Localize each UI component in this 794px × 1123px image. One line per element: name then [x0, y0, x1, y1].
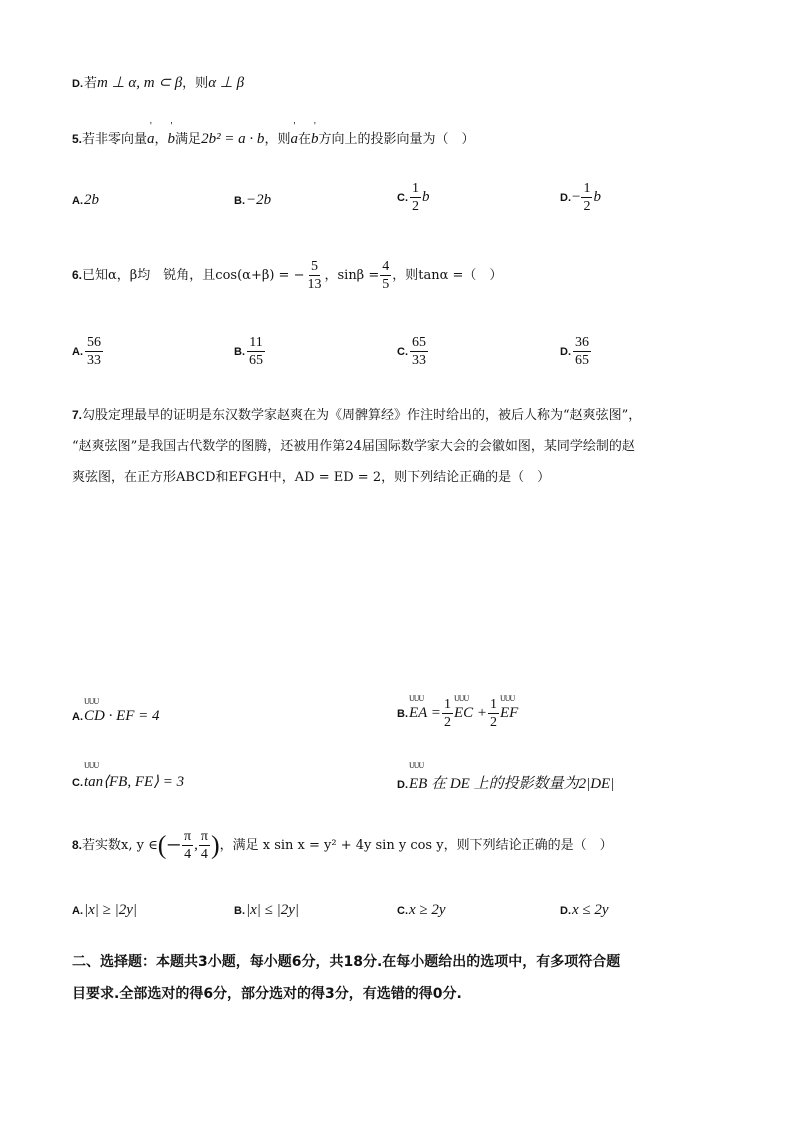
fraction-num: 1: [583, 181, 591, 196]
option-label: A.: [72, 346, 83, 358]
option-label: B.: [234, 195, 245, 207]
q4-d-expr: m ⊥ α, m ⊂ β: [97, 75, 183, 91]
fraction: [442, 696, 453, 731]
q6-text-c: ，则tanα =（ ）: [392, 268, 503, 283]
fraction-num: 56: [87, 335, 101, 350]
option-label: C.: [397, 192, 408, 204]
fraction: [305, 258, 323, 293]
fraction-den: 4: [184, 847, 192, 862]
vector-b-2: ' b: [311, 131, 319, 148]
q7-text-2: “赵爽弦图”是我国古代数学的图腾，还被用作第24届国际数学家大会的会徽如图，某同学绘制的赵: [72, 439, 635, 454]
q7-option-b[interactable]: [397, 696, 518, 731]
q5-text-a: 若非零向量: [82, 132, 148, 147]
option-text: |x| ≥ |2y|: [84, 902, 138, 918]
option-text: −2b: [246, 192, 272, 208]
fraction-num: 4: [382, 259, 390, 274]
fraction-den: 2: [583, 199, 591, 214]
q6-text-a: 已知α，β均 锐角，且cos(α+β) = −: [82, 268, 305, 283]
fraction-den: 13: [307, 277, 322, 292]
option-label: C.: [72, 777, 83, 789]
fraction-den: 4: [200, 847, 208, 862]
q8-text-b: ，满足 x sin x = y² + 4y sin y cos y，则下列结论正确的是（ ）: [219, 838, 613, 853]
fraction: [581, 180, 592, 215]
option-sign: −: [572, 189, 581, 205]
section-2-heading: [72, 948, 732, 1008]
fraction-num: 11: [249, 335, 263, 350]
q5-text-d: 在: [297, 132, 311, 147]
fraction: [182, 828, 193, 863]
fraction-den: 33: [412, 353, 426, 368]
fraction-num: π: [200, 829, 208, 844]
q5-condition: 2b² = a · b: [201, 131, 265, 147]
fraction-den: 65: [575, 353, 589, 368]
fraction-den: 5: [382, 277, 390, 292]
option-text: UUU tan⟨FB, FE⟩ = 3: [84, 772, 184, 791]
fraction: [410, 180, 421, 215]
q6-text-b: ，sinβ =: [324, 268, 380, 283]
option-label: B.: [234, 346, 245, 358]
section-2-line-1: 二、选择题：本题共3小题，每小题6分，共18分.在每小题给出的选项中，有多项符合题: [72, 954, 621, 970]
fraction-num: 5: [310, 259, 318, 274]
option-label: B.: [234, 905, 245, 917]
q5-option-a[interactable]: [72, 192, 99, 209]
fraction-den: 2: [412, 199, 419, 214]
q8-option-b[interactable]: [234, 902, 299, 919]
question-number: 7.: [72, 408, 83, 422]
q4-d-pre: 若: [84, 76, 98, 91]
fraction: [380, 258, 391, 293]
vector-a: ' a: [147, 131, 155, 148]
q5-text-b: 满足: [175, 132, 202, 147]
q8-option-a[interactable]: [72, 902, 137, 919]
q5-option-b[interactable]: [234, 192, 271, 209]
fraction: [410, 334, 428, 369]
q7-option-d[interactable]: [397, 772, 614, 793]
option-text-end: UUU EF: [500, 705, 518, 722]
option-text-mid: UUU EC +: [454, 705, 487, 722]
vector-a-2: ' a: [290, 131, 298, 148]
interval-close: ): [210, 830, 220, 860]
q6-stem: [72, 258, 502, 293]
fraction-den: 2: [443, 715, 451, 730]
q8-stem: [72, 828, 613, 863]
option-label: C.: [397, 346, 408, 358]
q5-stem: 5.若非零向量' a，' b满足2b² = a · b，则' a在' b方向上的投影向量为（ ）: [72, 128, 474, 148]
option-text: UUU CD · EF = 4: [84, 708, 160, 725]
q7-option-c[interactable]: [72, 772, 184, 791]
fraction: [199, 828, 210, 863]
q7-text-3: 爽弦图，在正方形ABCD和EFGH中，AD = ED = 2，则下列结论正确的是（ ）: [72, 470, 551, 485]
fraction-num: π: [184, 829, 192, 844]
interval-sep: ,: [194, 837, 198, 853]
fraction-den: 2: [489, 715, 497, 730]
fraction: [247, 334, 265, 369]
q7-stem-line-2: [72, 435, 635, 454]
option-label: A.: [72, 195, 83, 207]
q5-text-c: ，则: [264, 132, 291, 147]
fraction-num: 65: [412, 335, 426, 350]
vector-b: ' b: [168, 131, 176, 148]
option-text: 2b: [84, 192, 99, 208]
fraction-num: 1: [489, 697, 497, 712]
question-number: 6.: [72, 268, 83, 282]
option-text: b: [593, 189, 601, 205]
q8-option-c[interactable]: [397, 902, 446, 919]
q8-option-d[interactable]: [560, 902, 609, 919]
option-label: D.: [72, 78, 83, 90]
option-label: D.: [397, 779, 408, 791]
q7-stem-line-3: [72, 466, 550, 485]
option-text: x ≥ 2y: [409, 902, 446, 918]
fraction: [488, 696, 499, 731]
q5-option-d[interactable]: [560, 180, 601, 215]
option-label: A.: [72, 711, 83, 723]
option-text: UUU EB 在 DE 上的投影数量为2|DE|: [409, 772, 614, 793]
option-text: UUU EA =: [409, 705, 441, 722]
fraction-num: 1: [443, 697, 451, 712]
option-label: C.: [397, 905, 408, 917]
option-text: |x| ≤ |2y|: [246, 902, 300, 918]
fraction-den: 33: [87, 353, 101, 368]
q4-option-d: [72, 72, 244, 92]
interval-open: (−: [157, 830, 182, 860]
q7-option-a[interactable]: [72, 708, 160, 725]
option-text: x ≤ 2y: [572, 902, 609, 918]
q7-stem-line-1: [72, 404, 641, 423]
question-number: 5.: [72, 132, 83, 146]
q7-text-1: 勾股定理最早的证明是东汉数学家赵爽在为《周髀算经》作注时给出的，被后人称为“赵爽弦图”，: [82, 408, 642, 423]
q6-option-a[interactable]: [72, 334, 104, 369]
q5-text-e: 方向上的投影向量为（ ）: [318, 132, 475, 147]
fraction-den: 65: [249, 353, 263, 368]
fraction-num: 1: [412, 181, 419, 196]
section-2-line-2: 目要求.全部选对的得6分，部分选对的得3分，有选错的得0分.: [72, 986, 462, 1002]
option-label: B.: [397, 708, 408, 720]
fraction: [573, 334, 591, 369]
q6-option-c[interactable]: [397, 334, 429, 369]
option-label: D.: [560, 192, 571, 204]
option-label: D.: [560, 905, 571, 917]
q6-option-b[interactable]: [234, 334, 266, 369]
q8-text-a: 若实数x, y ∈: [82, 838, 158, 853]
q4-d-mid: ，则: [182, 76, 209, 91]
q4-d-concl: α ⊥ β: [208, 75, 245, 91]
option-label: D.: [560, 346, 571, 358]
option-text: b: [422, 189, 430, 205]
q6-option-d[interactable]: [560, 334, 592, 369]
fraction: [85, 334, 103, 369]
option-label: A.: [72, 905, 83, 917]
question-number: 8.: [72, 838, 83, 852]
fraction-num: 36: [575, 335, 589, 350]
q5-option-c[interactable]: [397, 180, 430, 215]
